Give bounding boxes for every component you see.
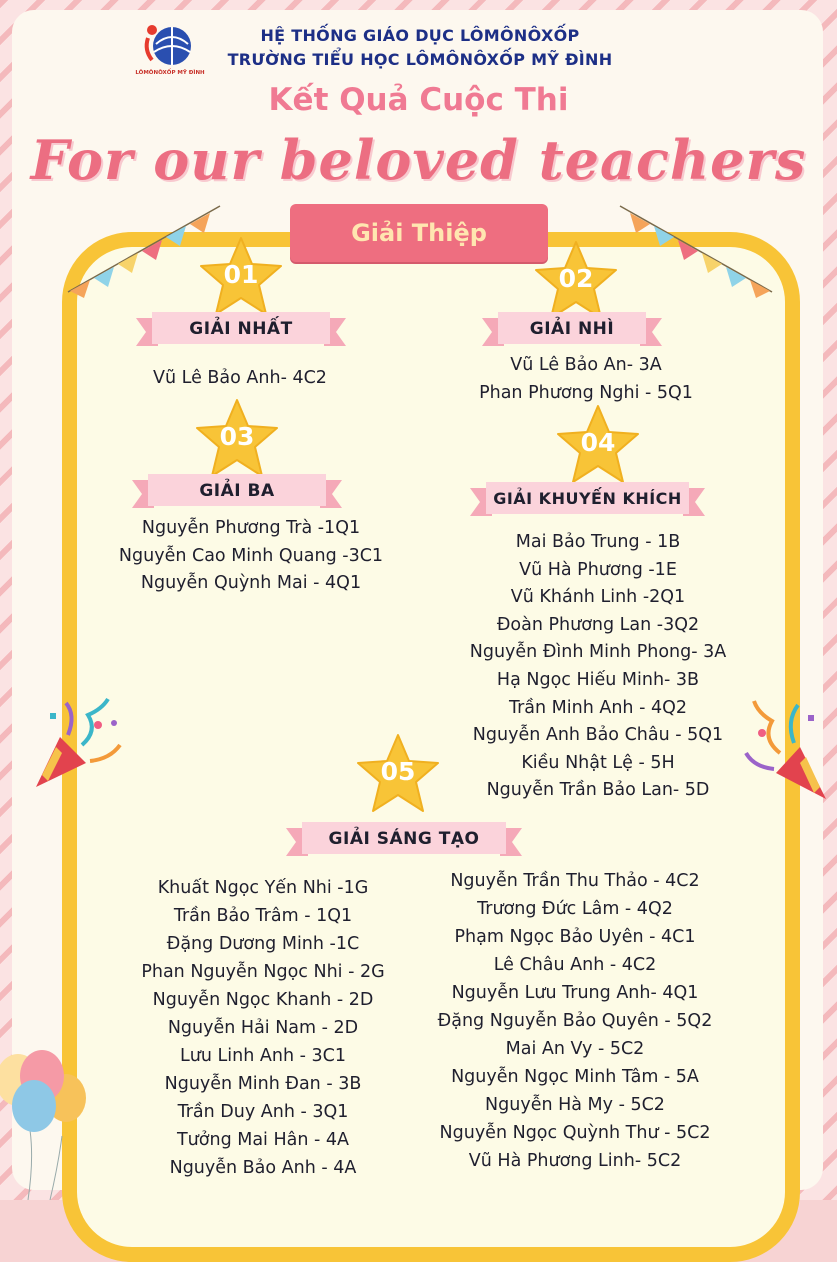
- winner-name: Lưu Linh Anh - 3C1: [180, 1046, 346, 1066]
- prize-3-winners: [96, 515, 406, 598]
- winner-name: Vũ Hà Phương -1E: [519, 559, 677, 580]
- prize-1-number: 01: [223, 260, 259, 289]
- winner-name: Đặng Nguyễn Bảo Quyên - 5Q2: [437, 1011, 713, 1031]
- winner-name: Vũ Lê Bảo An- 3A: [510, 355, 662, 375]
- prize-5-title: GIẢI SÁNG TẠO: [328, 829, 480, 849]
- winner-name: Nguyễn Trần Bảo Lan- 5D: [486, 780, 710, 801]
- party-popper-left-icon: [28, 695, 128, 795]
- prize-2-title: GIẢI NHÌ: [529, 319, 615, 339]
- prize-1-ribbon: [136, 310, 346, 350]
- party-popper-right-icon: [740, 695, 835, 805]
- winner-name: Nguyễn Quỳnh Mai - 4Q1: [140, 573, 362, 594]
- winner-name: Nguyễn Cao Minh Quang -3C1: [118, 545, 384, 566]
- prize-3-title: GIẢI BA: [199, 481, 275, 501]
- winner-name: Trần Minh Anh - 4Q2: [508, 697, 688, 718]
- winner-name: Nguyễn Minh Đan - 3B: [164, 1074, 362, 1094]
- system-name: HỆ THỐNG GIÁO DỤC LÔMÔNÔXỐP: [260, 26, 580, 45]
- prize-1-winners: [120, 365, 360, 393]
- prize-5-number: 05: [380, 757, 416, 786]
- prize-1-star: [198, 236, 284, 316]
- prize-3-star: [194, 398, 280, 478]
- contest-title: For our beloved teachers: [30, 128, 807, 192]
- prize-4-ribbon: [470, 480, 705, 520]
- prize-4-title: GIẢI KHUYẾN KHÍCH: [493, 489, 682, 508]
- winner-name: Đặng Dương Minh -1C: [166, 934, 360, 954]
- winner-name: Mai Bảo Trung - 1B: [515, 532, 681, 552]
- winner-name: Khuất Ngọc Yến Nhi -1G: [157, 878, 369, 898]
- prize-5-star: [355, 733, 441, 813]
- winner-name: Nguyễn Trần Thu Thảo - 4C2: [450, 871, 700, 891]
- school-logo-icon: [140, 18, 200, 88]
- prize-4-star: [555, 404, 641, 484]
- prize-4-winners: [440, 529, 756, 805]
- winner-name: Trần Bảo Trâm - 1Q1: [173, 906, 353, 926]
- school-logo: [135, 18, 205, 88]
- results-title: Kết Quả Cuộc Thi: [268, 82, 569, 118]
- bunting-right-icon: [610, 200, 780, 300]
- prize-2-number: 02: [558, 264, 594, 293]
- winner-name: Đoàn Phương Lan -3Q2: [496, 614, 700, 635]
- prize-5-winners-left: [104, 874, 422, 1182]
- winner-name: Phạm Ngọc Bảo Uyên - 4C1: [454, 927, 696, 947]
- winner-name: Vũ Khánh Linh -2Q1: [510, 587, 686, 608]
- winner-name: Nguyễn Hà My - 5C2: [485, 1095, 665, 1115]
- winner-name: Trần Duy Anh - 3Q1: [177, 1102, 349, 1122]
- prize-5-winners-right: [420, 867, 730, 1175]
- winner-name: Vũ Lê Bảo Anh- 4C2: [153, 368, 327, 388]
- winner-name: Nguyễn Ngọc Quỳnh Thư - 5C2: [439, 1123, 711, 1143]
- winner-name: Nguyễn Đình Minh Phong- 3A: [469, 642, 727, 663]
- prize-3-number: 03: [219, 422, 255, 451]
- school-name: TRƯỜNG TIỂU HỌC LÔMÔNÔXỐP MỸ ĐÌNH: [227, 50, 613, 69]
- logo-caption: LÔMÔNÔXỐP MỸ ĐÌNH: [135, 70, 205, 76]
- prize-2-winners: [446, 352, 726, 407]
- prize-5-ribbon: [286, 820, 522, 860]
- winner-name: Nguyễn Hải Nam - 2D: [167, 1018, 359, 1038]
- winner-name: Tưởng Mai Hân - 4A: [176, 1130, 350, 1150]
- winner-name: Hạ Ngọc Hiếu Minh- 3B: [496, 669, 700, 690]
- winner-name: Kiều Nhật Lệ - 5H: [521, 752, 675, 773]
- winner-name: Nguyễn Ngọc Khanh - 2D: [152, 990, 374, 1010]
- prize-2-ribbon: [482, 310, 662, 350]
- prize-2-star: [533, 240, 619, 320]
- winner-name: Phan Phương Nghi - 5Q1: [479, 382, 693, 403]
- winner-name: Nguyễn Lưu Trung Anh- 4Q1: [451, 983, 699, 1003]
- category-banner: Giải Thiệp: [290, 204, 548, 262]
- winner-name: Nguyễn Anh Bảo Châu - 5Q1: [472, 725, 724, 746]
- winner-name: Vũ Hà Phương Linh- 5C2: [468, 1151, 682, 1171]
- prize-3-ribbon: [132, 472, 342, 512]
- winner-name: Nguyễn Ngọc Minh Tâm - 5A: [451, 1067, 699, 1087]
- winner-name: Phan Nguyễn Ngọc Nhi - 2G: [141, 962, 385, 982]
- balloons-icon: [0, 1040, 100, 1200]
- winner-name: Trương Đức Lâm - 4Q2: [477, 899, 673, 919]
- winner-name: Nguyễn Bảo Anh - 4A: [169, 1158, 357, 1178]
- winner-name: Mai An Vy - 5C2: [505, 1039, 645, 1059]
- prize-4-number: 04: [580, 428, 616, 457]
- winner-name: Lê Châu Anh - 4C2: [493, 955, 657, 975]
- winner-name: Nguyễn Phương Trà -1Q1: [141, 518, 361, 538]
- prize-1-title: GIẢI NHẤT: [189, 319, 293, 339]
